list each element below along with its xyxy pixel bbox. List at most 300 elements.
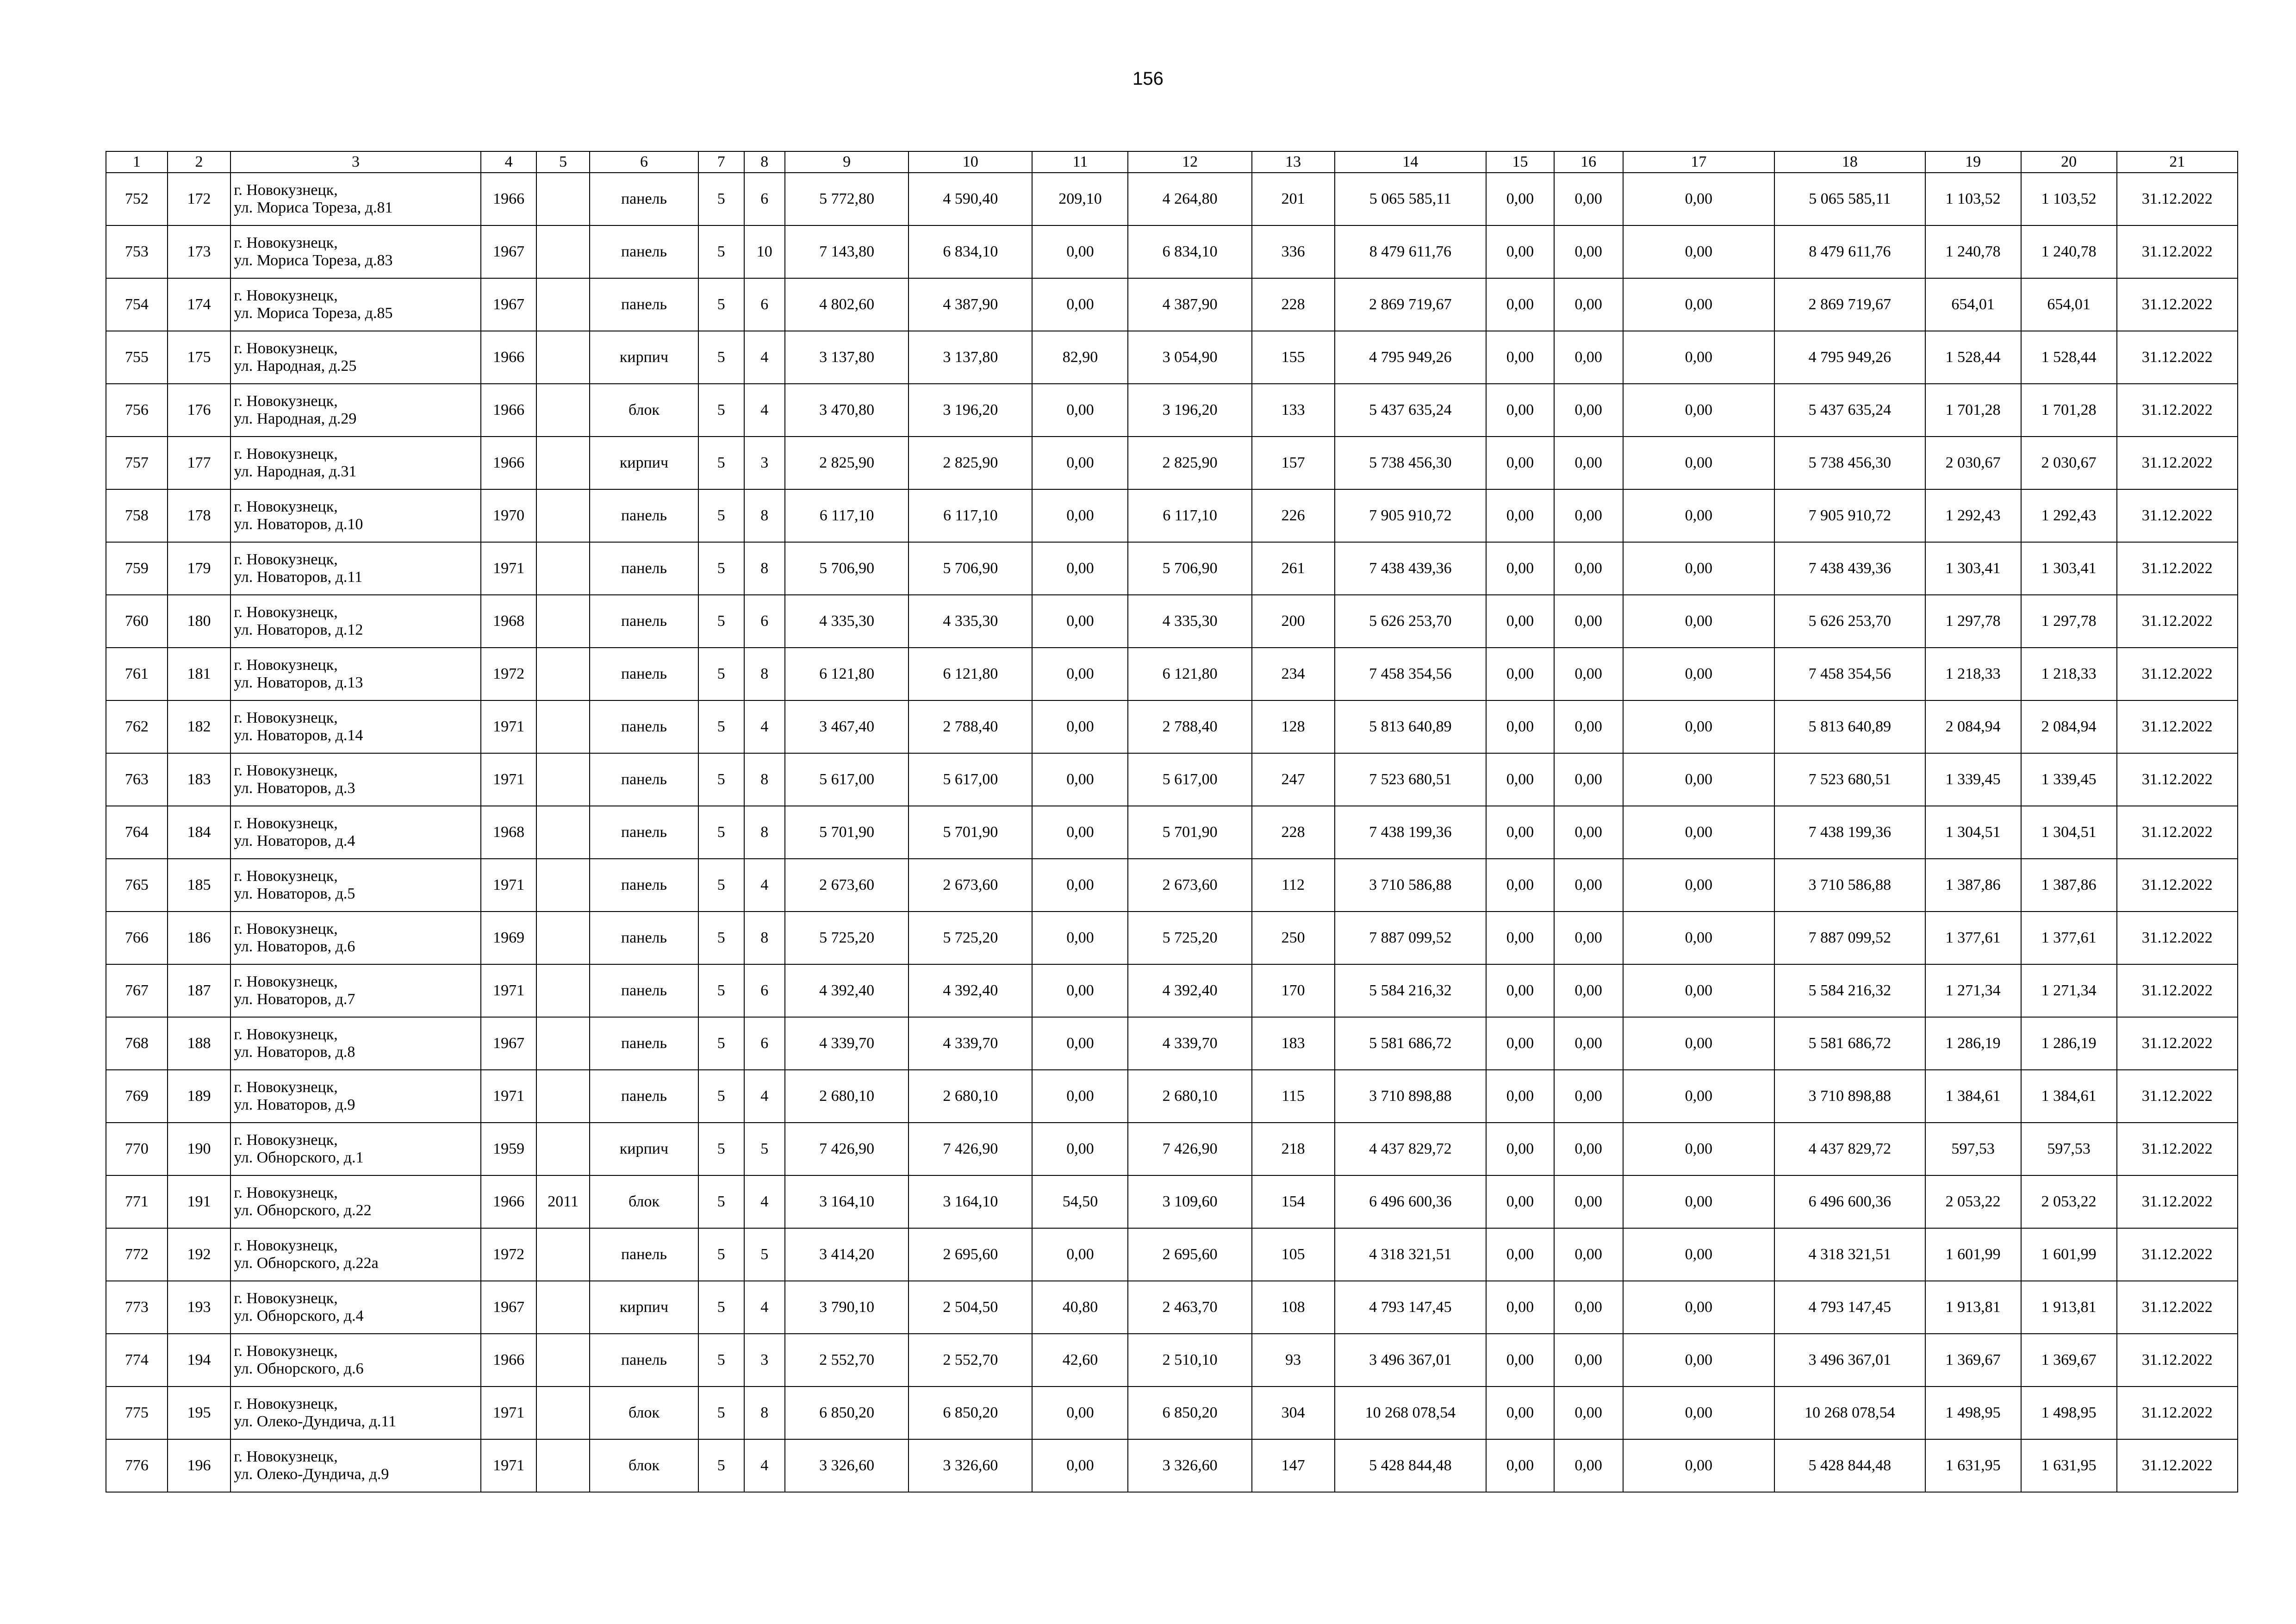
table-cell: 0,00 [1554,489,1623,542]
table-cell [536,542,590,595]
table-cell: 5 [698,595,744,648]
table-cell: 0,00 [1032,278,1128,331]
table-cell: 5 437 635,24 [1335,384,1487,437]
table-row [106,1387,2238,1439]
table-cell: 5 725,20 [785,912,908,964]
table-cell: 5 [698,384,744,437]
address-street: ул. Мориса Тореза, д.81 [234,199,393,216]
table-cell: 0,00 [1486,1070,1554,1123]
table-cell: 8 [744,806,785,859]
table-cell: 1967 [481,1017,537,1070]
table-cell: 8 [744,542,785,595]
table-cell: 1 292,43 [2021,489,2117,542]
table-cell: 5 065 585,11 [1335,173,1487,225]
table-cell: 5 626 253,70 [1774,595,1925,648]
table-cell: 5 [698,1228,744,1281]
table-cell: 192 [168,1228,231,1281]
address-cell [230,1281,481,1334]
table-cell: 6 [744,278,785,331]
table-cell: 187 [168,964,231,1017]
table-cell: 0,00 [1032,806,1128,859]
table-cell: 0,00 [1486,912,1554,964]
address-cell [230,1070,481,1123]
table-cell: 774 [106,1334,168,1387]
table-cell: 2 504,50 [908,1281,1032,1334]
table-cell: 179 [168,542,231,595]
table-row [106,595,2238,648]
table-cell: 1972 [481,648,537,700]
table-cell: 1 339,45 [1925,753,2021,806]
table-cell: 1 304,51 [2021,806,2117,859]
table-cell: 5 725,20 [1128,912,1251,964]
address-cell [230,753,481,806]
table-cell: 2 673,60 [785,859,908,912]
address-cell [230,173,481,225]
table-cell: 6 850,20 [908,1387,1032,1439]
table-cell: 184 [168,806,231,859]
table-cell: 1 103,52 [2021,173,2117,225]
table-cell: 3 137,80 [908,331,1032,384]
column-header: 3 [230,151,481,173]
table-cell: 754 [106,278,168,331]
table-cell: 0,00 [1486,1439,1554,1492]
table-cell: 2 510,10 [1128,1334,1251,1387]
table-cell: 757 [106,437,168,489]
table-cell: 2 825,90 [785,437,908,489]
table-cell [536,225,590,278]
column-header: 17 [1623,151,1775,173]
table-cell: 0,00 [1032,437,1128,489]
table-cell: 4 339,70 [785,1017,908,1070]
table-cell: панель [590,542,698,595]
table-cell: 31.12.2022 [2117,1070,2238,1123]
table-cell: 4 [744,700,785,753]
table-cell: 1 384,61 [1925,1070,2021,1123]
table-cell: 200 [1252,595,1335,648]
table-row [106,384,2238,437]
address-street: ул. Новаторов, д.11 [234,568,363,586]
table-cell: 42,60 [1032,1334,1128,1387]
column-header: 21 [2117,151,2238,173]
address-city: г. Новокузнецк, [234,1026,338,1043]
address-street: ул. Новаторов, д.4 [234,832,355,849]
table-cell: 31.12.2022 [2117,595,2238,648]
table-cell: 1 701,28 [1925,384,2021,437]
table-cell: панель [590,806,698,859]
table-cell: 5 [698,173,744,225]
table-cell: 2011 [536,1175,590,1228]
table-cell: 31.12.2022 [2117,912,2238,964]
address-street: ул. Новаторов, д.5 [234,885,355,902]
table-cell: 0,00 [1623,1123,1775,1175]
table-cell: 8 479 611,76 [1335,225,1487,278]
table-cell: 8 479 611,76 [1774,225,1925,278]
table-cell: 5 701,90 [1128,806,1251,859]
table-cell: 0,00 [1486,225,1554,278]
address-city: г. Новокузнецк, [234,1395,338,1412]
address-cell [230,1387,481,1439]
column-header: 7 [698,151,744,173]
table-cell: 756 [106,384,168,437]
table-cell: 5 [698,437,744,489]
table-cell: панель [590,595,698,648]
table-cell: 0,00 [1486,806,1554,859]
table-cell: 0,00 [1623,384,1775,437]
table-cell: 0,00 [1032,542,1128,595]
table-cell: 6 834,10 [1128,225,1251,278]
table-cell [536,595,590,648]
table-cell: 3 790,10 [785,1281,908,1334]
table-cell: 170 [1252,964,1335,1017]
table-cell: 304 [1252,1387,1335,1439]
table-cell: 0,00 [1623,542,1775,595]
address-city: г. Новокузнецк, [234,709,338,726]
table-cell: 189 [168,1070,231,1123]
column-header: 20 [2021,151,2117,173]
table-cell: 201 [1252,173,1335,225]
table-cell: 0,00 [1032,648,1128,700]
address-city: г. Новокузнецк, [234,181,338,199]
table-cell: 2 680,10 [785,1070,908,1123]
address-street: ул. Народная, д.31 [234,463,357,480]
table-cell: 5 [698,1070,744,1123]
table-cell: 174 [168,278,231,331]
table-cell: 3 196,20 [908,384,1032,437]
table-row [106,806,2238,859]
table-cell: 0,00 [1554,1175,1623,1228]
table-cell: панель [590,1070,698,1123]
table-cell: 1 377,61 [2021,912,2117,964]
table-cell: 31.12.2022 [2117,806,2238,859]
table-row [106,489,2238,542]
table-cell: 5 [744,1123,785,1175]
table-cell: 4 793 147,45 [1335,1281,1487,1334]
table-cell: панель [590,1334,698,1387]
table-cell [536,1123,590,1175]
table-cell [536,489,590,542]
table-cell: 6 850,20 [1128,1387,1251,1439]
table-cell: 6 [744,595,785,648]
table-cell: 5 [698,331,744,384]
table-cell: 5 813 640,89 [1335,700,1487,753]
address-city: г. Новокузнецк, [234,762,338,779]
table-cell: 218 [1252,1123,1335,1175]
table-cell: 769 [106,1070,168,1123]
address-street: ул. Обнорского, д.4 [234,1307,364,1324]
table-cell: 0,00 [1486,542,1554,595]
table-row [106,1281,2238,1334]
table-cell: 5 813 640,89 [1774,700,1925,753]
table-cell: 8 [744,912,785,964]
table-cell: 0,00 [1554,437,1623,489]
table-cell: 2 552,70 [785,1334,908,1387]
table-cell: 31.12.2022 [2117,1228,2238,1281]
table-cell: 0,00 [1554,859,1623,912]
table-cell: 3 137,80 [785,331,908,384]
table-cell [536,1070,590,1123]
table-cell: 0,00 [1486,859,1554,912]
table-cell: 2 084,94 [2021,700,2117,753]
table-cell: 2 053,22 [2021,1175,2117,1228]
table-cell: 31.12.2022 [2117,648,2238,700]
table-cell: 108 [1252,1281,1335,1334]
table-cell: 4 392,40 [1128,964,1251,1017]
table-cell: 6 121,80 [1128,648,1251,700]
table-cell: 0,00 [1032,1070,1128,1123]
table-row [106,1175,2238,1228]
table-cell: 4 318 321,51 [1774,1228,1925,1281]
table-cell: 0,00 [1623,753,1775,806]
table-cell: 6 [744,1017,785,1070]
table-cell: 6 117,10 [908,489,1032,542]
table-cell: 3 496 367,01 [1335,1334,1487,1387]
table-cell: 1 297,78 [1925,595,2021,648]
table-cell: 597,53 [2021,1123,2117,1175]
address-city: г. Новокузнецк, [234,498,338,515]
address-city: г. Новокузнецк, [234,1448,338,1465]
table-cell: 6 121,80 [908,648,1032,700]
table-cell: 771 [106,1175,168,1228]
table-cell: 1 218,33 [2021,648,2117,700]
table-cell: 4 339,70 [908,1017,1032,1070]
table-row [106,648,2238,700]
column-header: 10 [908,151,1032,173]
table-cell: 175 [168,331,231,384]
table-cell: 0,00 [1486,173,1554,225]
table-cell: 5 [698,278,744,331]
table-cell: 3 414,20 [785,1228,908,1281]
table-cell: 31.12.2022 [2117,1439,2238,1492]
table-cell: панель [590,648,698,700]
address-city: г. Новокузнецк, [234,234,338,251]
table-cell: 5 617,00 [785,753,908,806]
table-cell: 1 369,67 [2021,1334,2117,1387]
table-cell: 8 [744,489,785,542]
table-cell: 191 [168,1175,231,1228]
table-cell: 82,90 [1032,331,1128,384]
table-row [106,437,2238,489]
table-cell: 115 [1252,1070,1335,1123]
table-cell: 3 164,10 [785,1175,908,1228]
table-cell: 4 387,90 [908,278,1032,331]
table-cell: 8 [744,648,785,700]
table-cell: 1 528,44 [2021,331,2117,384]
address-cell [230,1228,481,1281]
table-cell [536,437,590,489]
table-cell: 4 339,70 [1128,1017,1251,1070]
address-cell [230,225,481,278]
table-cell: 0,00 [1623,912,1775,964]
table-cell: 31.12.2022 [2117,278,2238,331]
table-cell: 4 [744,859,785,912]
table-cell: 0,00 [1623,964,1775,1017]
address-street: ул. Новаторов, д.3 [234,780,355,797]
table-cell: 4 335,30 [908,595,1032,648]
table-cell: 5 [698,753,744,806]
table-cell: 0,00 [1554,1281,1623,1334]
address-street: ул. Мориса Тореза, д.83 [234,252,393,269]
table-cell: 7 458 354,56 [1335,648,1487,700]
address-cell [230,595,481,648]
table-cell: 0,00 [1554,278,1623,331]
table-cell: 2 695,60 [908,1228,1032,1281]
table-cell: блок [590,1387,698,1439]
address-street: ул. Мориса Тореза, д.85 [234,305,393,322]
table-cell: 1 240,78 [2021,225,2117,278]
address-city: г. Новокузнецк, [234,287,338,304]
table-cell: 0,00 [1486,489,1554,542]
table-cell: 1 387,86 [1925,859,2021,912]
table-cell: 0,00 [1623,648,1775,700]
table-cell: 3 710 586,88 [1774,859,1925,912]
table-cell: 5 [698,225,744,278]
table-cell: 31.12.2022 [2117,1281,2238,1334]
table-cell: 0,00 [1623,859,1775,912]
table-cell: 228 [1252,806,1335,859]
table-cell: 4 [744,331,785,384]
table-cell [536,700,590,753]
table-cell: 0,00 [1032,912,1128,964]
table-cell: 4 [744,1281,785,1334]
table-cell: 7 887 099,52 [1774,912,1925,964]
table-cell: 247 [1252,753,1335,806]
table-cell: 7 143,80 [785,225,908,278]
table-cell: 1970 [481,489,537,542]
table-cell: 2 825,90 [908,437,1032,489]
table-cell: 0,00 [1623,806,1775,859]
table-row [106,700,2238,753]
table-cell: 0,00 [1032,964,1128,1017]
table-cell [536,648,590,700]
table-cell: 5 701,90 [785,806,908,859]
table-row [106,1070,2238,1123]
table-cell: 2 869 719,67 [1774,278,1925,331]
table-cell: 0,00 [1032,1228,1128,1281]
table-cell: 1 271,34 [2021,964,2117,1017]
table-cell: 105 [1252,1228,1335,1281]
table-cell: 0,00 [1032,384,1128,437]
table-cell: 7 426,90 [1128,1123,1251,1175]
table-cell: 0,00 [1623,173,1775,225]
table-cell: 0,00 [1554,806,1623,859]
address-cell [230,912,481,964]
table-cell: кирпич [590,1281,698,1334]
column-header: 15 [1486,151,1554,173]
table-cell: 4 793 147,45 [1774,1281,1925,1334]
table-cell: 0,00 [1486,1123,1554,1175]
address-city: г. Новокузнецк, [234,815,338,832]
table-cell: 1 913,81 [1925,1281,2021,1334]
table-row [106,1228,2238,1281]
table-cell: 5 584 216,32 [1774,964,1925,1017]
table-cell: 31.12.2022 [2117,1334,2238,1387]
table-cell: панель [590,964,698,1017]
address-cell [230,964,481,1017]
table-cell: 755 [106,331,168,384]
table-cell: 5 706,90 [1128,542,1251,595]
table-cell: 3 326,60 [1128,1439,1251,1492]
table-cell: 0,00 [1623,595,1775,648]
table-cell: 5 [698,1175,744,1228]
table-cell: 228 [1252,278,1335,331]
table-cell: панель [590,912,698,964]
table-cell: 4 437 829,72 [1774,1123,1925,1175]
address-cell [230,1439,481,1492]
table-cell: 0,00 [1486,964,1554,1017]
address-street: ул. Олеко-Дундича, д.9 [234,1466,389,1483]
table-cell: 0,00 [1554,595,1623,648]
table-cell: 0,00 [1032,753,1128,806]
column-header: 2 [168,151,231,173]
table-cell: 6 496 600,36 [1335,1175,1487,1228]
table-cell: 3 710 586,88 [1335,859,1487,912]
table-cell: 5 [698,700,744,753]
address-cell [230,859,481,912]
address-city: г. Новокузнецк, [234,1184,338,1201]
address-city: г. Новокузнецк, [234,973,338,990]
table-cell: 770 [106,1123,168,1175]
table-cell: 31.12.2022 [2117,331,2238,384]
table-cell: 0,00 [1623,1439,1775,1492]
table-cell: 7 523 680,51 [1335,753,1487,806]
table-cell: 2 030,67 [1925,437,2021,489]
table-cell: 654,01 [1925,278,2021,331]
table-cell: блок [590,1175,698,1228]
table-cell: панель [590,700,698,753]
column-header: 9 [785,151,908,173]
table-cell: 0,00 [1623,700,1775,753]
address-city: г. Новокузнецк, [234,340,338,357]
table-cell: 2 673,60 [908,859,1032,912]
table-cell: блок [590,384,698,437]
address-street: ул. Новаторов, д.8 [234,1043,355,1061]
table-cell: 7 887 099,52 [1335,912,1487,964]
table-cell: 5 [698,1281,744,1334]
table-row [106,964,2238,1017]
table-cell: 336 [1252,225,1335,278]
table-cell: 0,00 [1486,753,1554,806]
table-cell: 0,00 [1032,859,1128,912]
address-cell [230,542,481,595]
table-row [106,278,2238,331]
table-cell: 1 271,34 [1925,964,2021,1017]
address-street: ул. Новаторов, д.6 [234,938,355,955]
table-cell: 5 [698,542,744,595]
table-cell: 178 [168,489,231,542]
column-header: 16 [1554,151,1623,173]
table-cell: 6 117,10 [785,489,908,542]
table-cell: 4 392,40 [908,964,1032,1017]
table-body [106,173,2238,1492]
table-cell: 6 121,80 [785,648,908,700]
table-cell: 1 631,95 [2021,1439,2117,1492]
address-cell [230,437,481,489]
table-cell: 0,00 [1032,700,1128,753]
table-cell: 1 369,67 [1925,1334,2021,1387]
table-row [106,1123,2238,1175]
table-cell: 2 463,70 [1128,1281,1251,1334]
table-cell: 0,00 [1623,278,1775,331]
table-cell: 185 [168,859,231,912]
address-street: ул. Обнорского, д.22а [234,1255,379,1272]
table-cell: 0,00 [1486,384,1554,437]
column-header: 18 [1774,151,1925,173]
table-cell: 0,00 [1554,753,1623,806]
table-cell: блок [590,1439,698,1492]
table-cell: 1971 [481,753,537,806]
address-city: г. Новокузнецк, [234,551,338,568]
table-cell: 2 030,67 [2021,437,2117,489]
